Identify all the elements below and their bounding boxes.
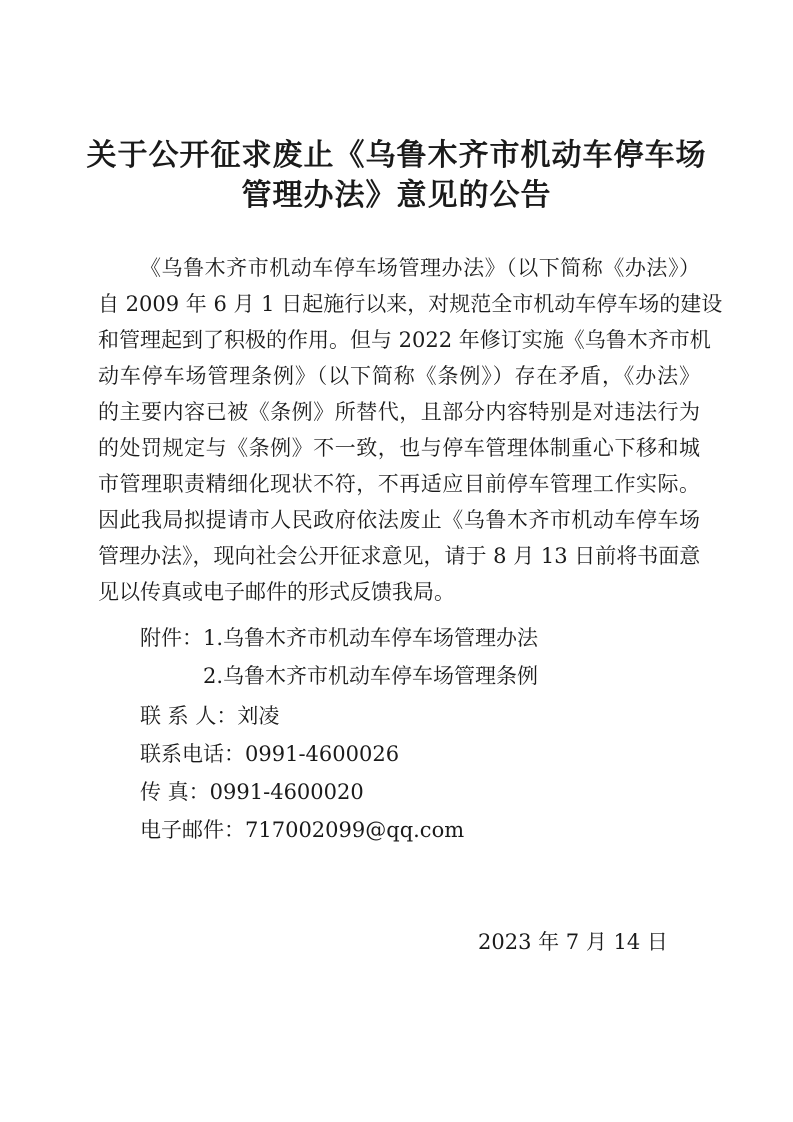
attachment-item-2: 2.乌鲁木齐市机动车停车场管理条例 <box>203 664 539 688</box>
attachment-label: 附件： <box>140 626 203 650</box>
document-title-line-2: 管理办法》意见的公告 <box>241 178 552 213</box>
body-paragraph-line: 《乌鲁木齐市机动车停车场管理办法》（以下简称《办法》） <box>140 256 700 280</box>
body-paragraph-line: 市管理职责精细化现状不符，不再适应目前停车管理工作实际。 <box>98 472 700 496</box>
contact-phone: 联系电话：0991-4600026 <box>140 742 400 766</box>
body-paragraph-line: 见以传真或电子邮件的形式反馈我局。 <box>98 580 455 604</box>
contact-person: 联 系 人：刘凌 <box>140 704 280 728</box>
body-paragraph-line: 因此我局拟提请市人民政府依法废止《乌鲁木齐市机动车停车场 <box>98 508 700 532</box>
body-paragraph-line: 动车停车场管理条例》（以下简称《条例》）存在矛盾，《办法》 <box>98 364 700 388</box>
contact-fax: 传 真：0991-4600020 <box>140 780 364 804</box>
document-title-line-1: 关于公开征求废止《乌鲁木齐市机动车停车场 <box>86 138 707 173</box>
body-paragraph-line: 的主要内容已被《条例》所替代，且部分内容特别是对违法行为 <box>98 400 700 424</box>
body-paragraph-line: 和管理起到了积极的作用。但与 2022 年修订实施《乌鲁木齐市机 <box>98 328 711 352</box>
body-paragraph-line: 的处罚规定与《条例》不一致，也与停车管理体制重心下移和城 <box>98 436 700 460</box>
body-paragraph-line: 自 2009 年 6 月 1 日起施行以来，对规范全市机动车停车场的建设 <box>98 292 723 316</box>
body-paragraph-line: 管理办法》，现向社会公开征求意见，请于 8 月 13 日前将书面意 <box>98 544 701 568</box>
attachment-item-1: 1.乌鲁木齐市机动车停车场管理办法 <box>203 626 539 650</box>
document-date: 2023 年 7 月 14 日 <box>478 930 668 954</box>
contact-email: 电子邮件：717002099@qq.com <box>140 818 465 842</box>
